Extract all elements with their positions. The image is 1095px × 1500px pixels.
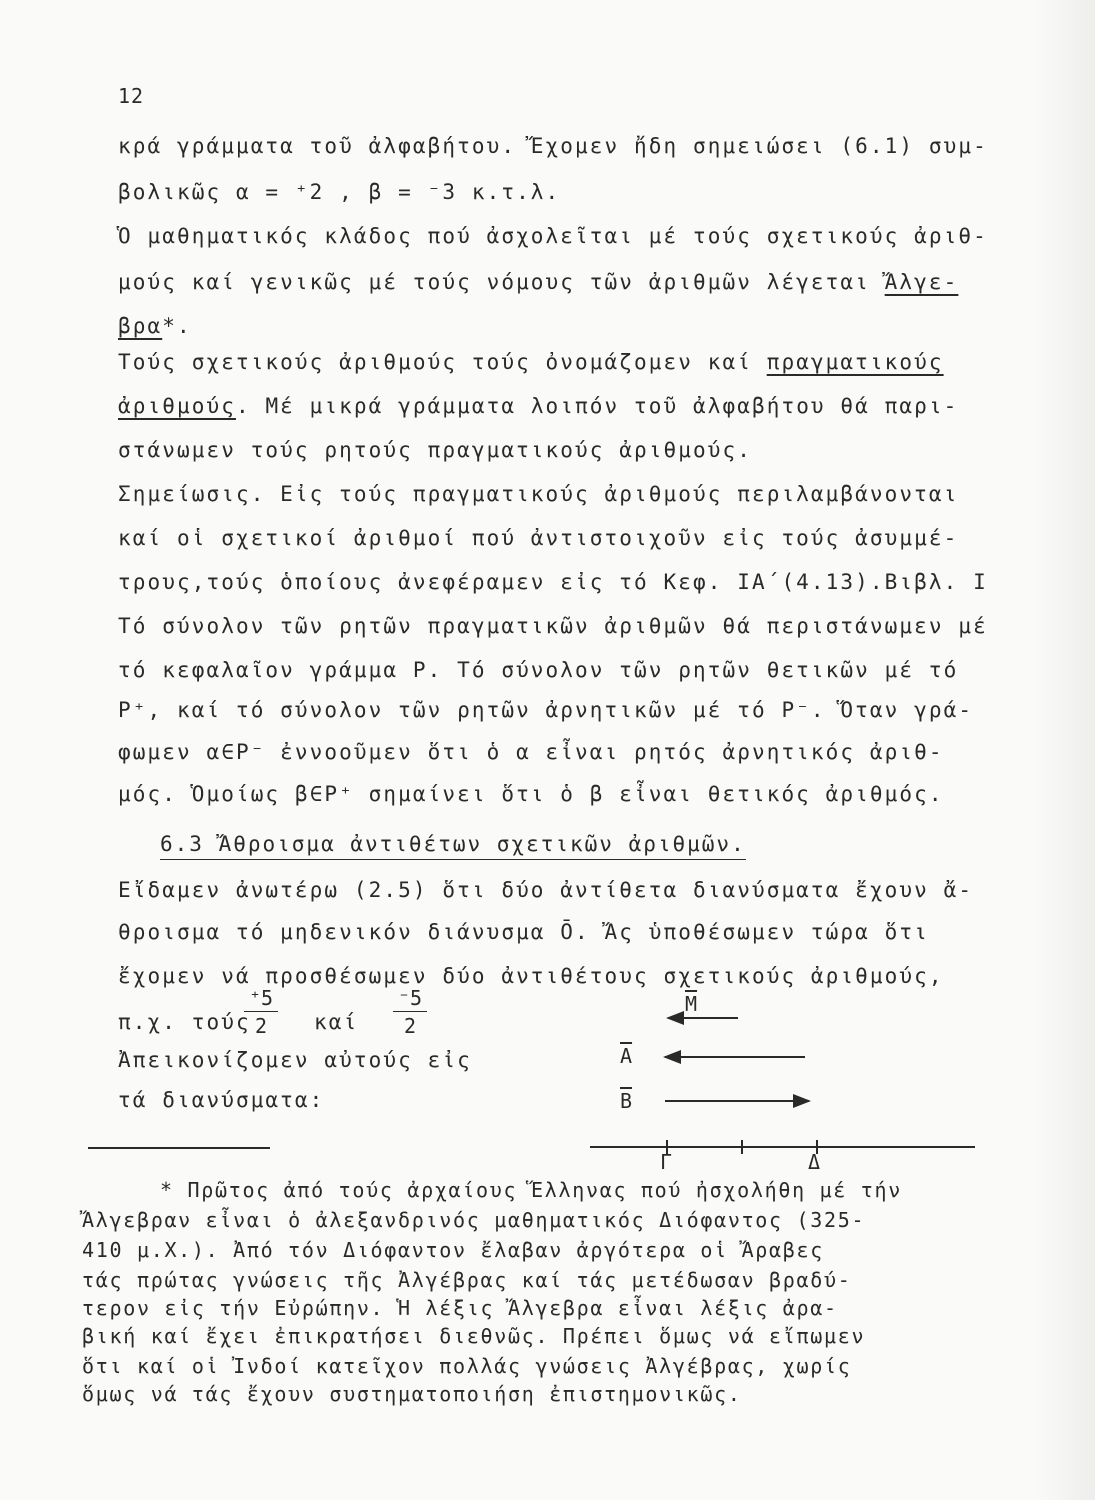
body-line-1: κρά γράμματα τοῦ ἀλφαβήτου. Ἔχομεν ἤδη σημειώσει (6.1) συμ- [118, 134, 988, 158]
vector-label-a: $\overline{A}$ [620, 1044, 633, 1068]
para2-line-2-text: . Μέ μικρά γράμματα λοιπόν τοῦ ἀλφαβήτου θά παρι- [235, 394, 959, 418]
para2-line-1-text: Τούς σχετικούς ἀριθμούς τούς ὀνομάζομεν καί [118, 350, 767, 374]
note-line-6: Ρ⁺, καί τό σύνολον τῶν ρητῶν ἀρνητικῶν μέ τό Ρ⁻. Ὅταν γρά- [118, 698, 974, 722]
footnote-mark: *. [162, 314, 192, 338]
vector-label-m: $\overline{M}$ [685, 992, 698, 1016]
footnote-line-2: Ἄλγεβραν εἶναι ὁ ἀλεξανδρινός μαθηματικός Διόφαντος (325- [82, 1208, 866, 1232]
represent-line-1: Ἀπεικονίζομεν αὐτούς εἰς [118, 1048, 472, 1072]
body-line-3: Ὁ μαθηματικός κλάδος πού ἀσχολεῖται μέ τούς σχετικούς ἀριθ- [118, 224, 988, 248]
section-line-3: ἔχομεν νά προσθέσωμεν δύο ἀντιθέτους σχετικούς ἀριθμούς, [118, 964, 944, 988]
underlined-real-word: πραγματικούς [766, 350, 944, 374]
footnote-line-8: ὅμως νά τάς ἔχουν συστηματοποιήση ἐπιστημονικῶς. [82, 1382, 742, 1406]
note-line-4: Τό σύνολον τῶν ρητῶν πραγματικῶν ἀριθμῶν θά περιστάνωμεν μέ [118, 614, 988, 638]
vector-a-arrow-left [665, 1056, 805, 1058]
footnote-line-6: βική καί ἔχει ἐπικρατήσει διεθνῶς. Πρέπει ὅμως νά εἴπωμεν [82, 1324, 866, 1348]
para2-line-2 [118, 396, 958, 417]
number-axis [590, 1146, 975, 1148]
body-line-4-text: μούς καί γενικῶς μέ τούς νόμους τῶν ἀριθμῶν λέγεται [118, 270, 870, 294]
axis-tick-middle [741, 1140, 743, 1154]
fraction-plus-five-halves [244, 986, 278, 1038]
footnote-line-5: τερον εἰς τήν Εὐρώπην. Ἡ λέξις Ἄλγεβρα εἶναι λέξις ἀρα- [82, 1296, 838, 1320]
fraction-minus-five-halves [393, 986, 427, 1038]
note-line-8: μός. Ὁμοίως β∈Ρ⁺ σημαίνει ὅτι ὁ β εἶναι θετικός ἀριθμός. [118, 782, 944, 806]
page-number: 12 [118, 84, 145, 108]
underlined-numbers-word: ἀριθμούς [118, 394, 236, 418]
axis-label-delta: Δ [808, 1150, 821, 1174]
body-line-4 [118, 272, 958, 293]
algebra-term-b: βρα [118, 314, 163, 338]
fraction-2-denominator: 2 [403, 1014, 417, 1038]
fraction-2-numerator: ⁻5 [393, 986, 427, 1012]
fraction-1-denominator: 2 [254, 1014, 268, 1038]
algebra-term-a: Ἄλγε- [884, 270, 959, 294]
footnote-line-4: τάς πρώτας γνώσεις τῆς Ἀλγέβρας καί τάς μετέδωσαν βραδύ- [82, 1268, 852, 1292]
vector-m-arrow-left [668, 1017, 738, 1019]
footnote-line-7: ὅτι καί οἱ Ἰνδοί κατεῖχον πολλάς γνώσεις Ἀλγέβρας, χωρίς [82, 1354, 852, 1378]
body-line-2: βολικῶς α = ⁺2 , β = ⁻3 κ.τ.λ. [118, 180, 561, 204]
example-and-word: καί [314, 1010, 359, 1034]
example-prefix: π.χ. τούς [118, 1010, 251, 1034]
vector-b-arrow-right [665, 1100, 809, 1102]
section-line-2: θροισμα τό μηδενικόν διάνυσμα Ō. Ἄς ὑποθέσωμεν τώρα ὅτι [118, 920, 929, 944]
footnote-rule [88, 1147, 270, 1149]
fraction-1-numerator: ⁺5 [244, 986, 278, 1012]
section-line-1: Εἴδαμεν ἀνωτέρω (2.5) ὅτι δύο ἀντίθετα διανύσματα ἔχουν ἄ- [118, 878, 974, 902]
para2-line-1 [118, 352, 944, 373]
represent-line-2: τά διανύσματα: [118, 1088, 325, 1112]
section-title: 6.3 Ἄθροισμα ἀντιθέτων σχετικῶν ἀριθμῶν. [160, 832, 746, 860]
note-line-1: Σημείωσις. Εἰς τούς πραγματικούς ἀριθμούς περιλαμβάνονται [118, 482, 959, 506]
footnote-line-1: * Πρῶτος ἀπό τούς ἀρχαίους Ἕλληνας πού ἠσχολήθη μέ τήν [160, 1178, 903, 1202]
page-edge-shadow [1035, 0, 1095, 1500]
note-line-7: φωμεν α∈Ρ⁻ ἐννοοῦμεν ὅτι ὁ α εἶναι ρητός ἀρνητικός ἀριθ- [118, 740, 944, 764]
vector-label-b: $\overline{B}$ [620, 1089, 633, 1113]
para2-line-3: στάνωμεν τούς ρητούς πραγματικούς ἀριθμούς. [118, 438, 752, 462]
note-line-3: τρους,τούς ὁποίους ἀνεφέραμεν εἰς τό Κεφ. ΙΑ΄(4.13).Βιβλ. Ι [118, 570, 988, 594]
footnote-line-3: 410 μ.Χ.). Ἀπό τόν Διόφαντον ἔλαβαν ἀργότερα οἱ Ἄραβες [82, 1238, 825, 1262]
note-line-2: καί οἱ σχετικοί ἀριθμοί πού ἀντιστοιχοῦν εἰς τούς ἀσυμμέ- [118, 526, 959, 550]
axis-label-gamma: Γ [660, 1150, 673, 1174]
note-line-5: τό κεφαλαῖον γράμμα Ρ. Τό σύνολον τῶν ρητῶν θετικῶν μέ τό [118, 658, 959, 682]
body-line-5 [118, 316, 192, 337]
